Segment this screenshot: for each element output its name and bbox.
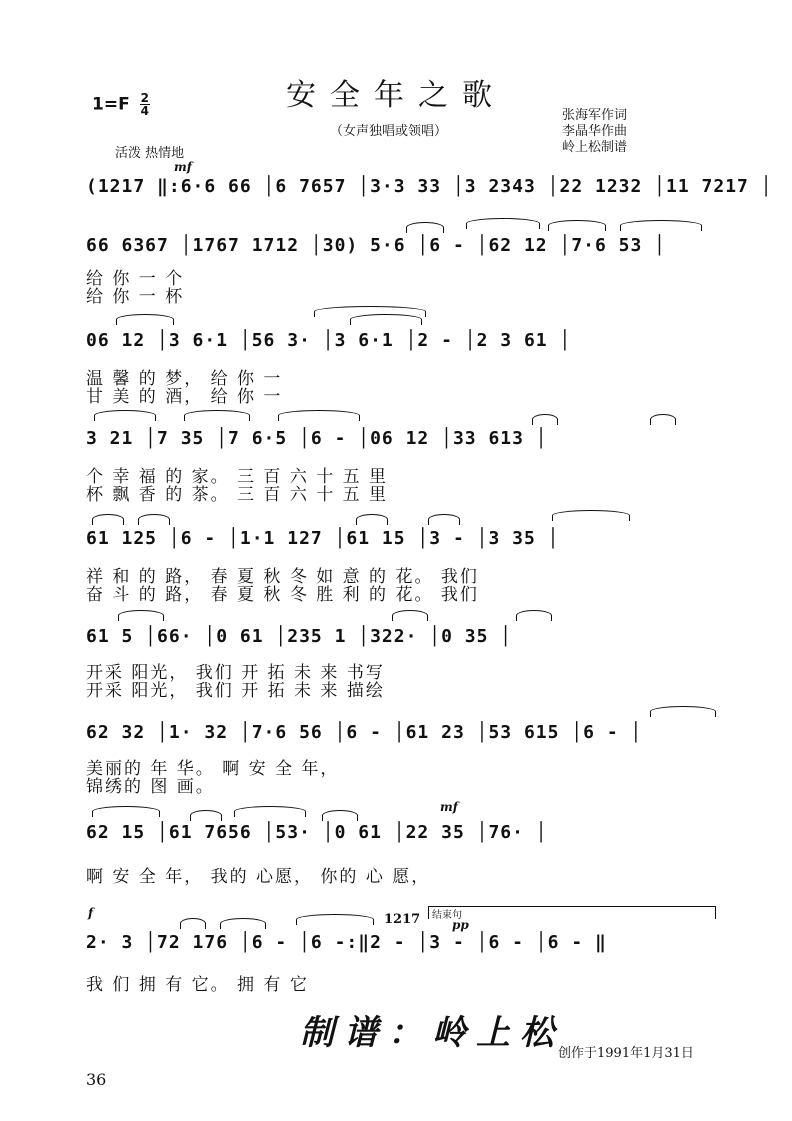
lyric-verse-1: 我 们 拥 有 它。 拥 有 它 [86, 975, 309, 995]
slur [190, 810, 222, 821]
score-row-8 [86, 822, 716, 864]
slur [548, 220, 606, 231]
notation-line: 62 32 │1· 32 │7·6 56 │6 - │61 23 │53 615 │6 - │ [86, 722, 643, 743]
slur [428, 514, 460, 525]
song-title: 安全年之歌 [286, 78, 506, 113]
page-number: 36 [86, 1070, 107, 1089]
slur [278, 410, 360, 421]
tempo-marking: 活泼 热情地 [115, 146, 185, 161]
slur [296, 914, 374, 925]
slur [650, 706, 716, 717]
slur [392, 610, 428, 621]
notation-line: 2· 3 │72 176 │6 - │6 -:‖2 - │3 - │6 - │6 - ‖ [86, 932, 607, 953]
slur [138, 514, 170, 525]
score-row-1 [86, 176, 773, 218]
composition-date: 创作于1991年1月31日 [558, 1046, 694, 1061]
slur [620, 220, 702, 231]
notation-line: 66 6367 │1767 1712 │30) 5·6 │6 - │62 12 │7·6 53 │ [86, 235, 667, 256]
lyric-verse-1: 祥 和 的 路， 春 夏 秋 冬 如 意 的 花。 我们 [86, 567, 479, 587]
composer: 李晶华作曲 [562, 124, 628, 139]
dynamic-pp: pp [452, 918, 469, 932]
lyricist: 张海军作词 [562, 108, 628, 123]
lyric-verse-2: 给 你 一 杯 [86, 287, 185, 307]
dynamic-mf: mf [174, 160, 192, 174]
slur [184, 410, 250, 421]
key-signature [92, 92, 150, 117]
dynamic-mf: mf [440, 800, 458, 814]
slur [118, 610, 164, 621]
slur [650, 414, 676, 425]
time-top: 2 [140, 91, 149, 105]
lyric-verse-1: 美丽的 年 华。 啊 安 全 年， [86, 759, 340, 779]
lyric-verse-2: 开采 阳光， 我们 开 拓 未 来 描绘 [86, 681, 385, 701]
lyric-verse-1: 啊 安 全 年， 我的 心愿， 你的 心 愿， [86, 867, 431, 887]
slur [322, 810, 358, 821]
lyric-verse-1: 个 幸 福 的 家。 三 百 六 十 五 里 [86, 467, 389, 487]
ending-pickup: 1217 [384, 912, 421, 927]
notation-line: 62 15 │61 7656 │53· │0 61 │22 35 │76· │ [86, 822, 548, 843]
slur [552, 510, 630, 521]
lyric-verse-2: 杯 飘 香 的 茶。 三 百 六 十 五 里 [86, 485, 389, 505]
lyric-verse-2: 锦绣的 图 画。 [86, 777, 215, 797]
ending-label: 结束句 [432, 910, 462, 921]
notation-line: 61 125 │6 - │1·1 127 │61 15 │3 - │3 35 │ [86, 528, 560, 549]
subtitle: （女声独唱或领唱） [330, 124, 448, 139]
dynamic-f: f [88, 906, 94, 920]
slur [94, 410, 156, 421]
slur [516, 610, 552, 621]
lyric-verse-1: 开采 阳光， 我们 开 拓 未 来 书写 [86, 663, 385, 683]
slur [180, 918, 206, 929]
slur [220, 918, 266, 929]
slur [92, 514, 124, 525]
notation-line: 61 5 │66· │0 61 │235 1 │322· │0 35 │ [86, 626, 513, 647]
credits [562, 108, 627, 156]
key-label: 1=F [92, 94, 130, 115]
time-bottom: 4 [140, 104, 149, 118]
ending-bracket [428, 906, 716, 919]
slur [406, 222, 444, 233]
notation-line: (1217 ‖:6·6 66 │6 7657 │3·3 33 │3 2343 │22 1232 │11 7217 │ [86, 176, 773, 197]
lyric-verse-1: 温 馨 的 梦， 给 你 一 [86, 369, 283, 389]
score-row-9 [86, 932, 716, 974]
slur [234, 806, 306, 817]
transcriber-signature: 制谱：岭上松 [300, 1013, 564, 1053]
lyric-verse-1: 给 你 一 个 [86, 269, 185, 289]
slur [92, 806, 160, 817]
notation-line: 06 12 │3 6·1 │56 3· │3 6·1 │2 - │2 3 61 │ [86, 330, 572, 351]
slur [350, 314, 422, 325]
slur [466, 218, 540, 229]
notation-line: 3 21 │7 35 │7 6·5 │6 - │06 12 │33 613 │ [86, 428, 548, 449]
transcriber: 岭上松制谱 [562, 140, 628, 155]
time-signature [140, 92, 150, 117]
slur [356, 514, 388, 525]
slur [116, 314, 174, 325]
lyric-verse-2: 奋 斗 的 路， 春 夏 秋 冬 胜 利 的 花。 我们 [86, 585, 479, 605]
slur [532, 414, 558, 425]
lyric-verse-2: 甘 美 的 酒， 给 你 一 [86, 387, 283, 407]
